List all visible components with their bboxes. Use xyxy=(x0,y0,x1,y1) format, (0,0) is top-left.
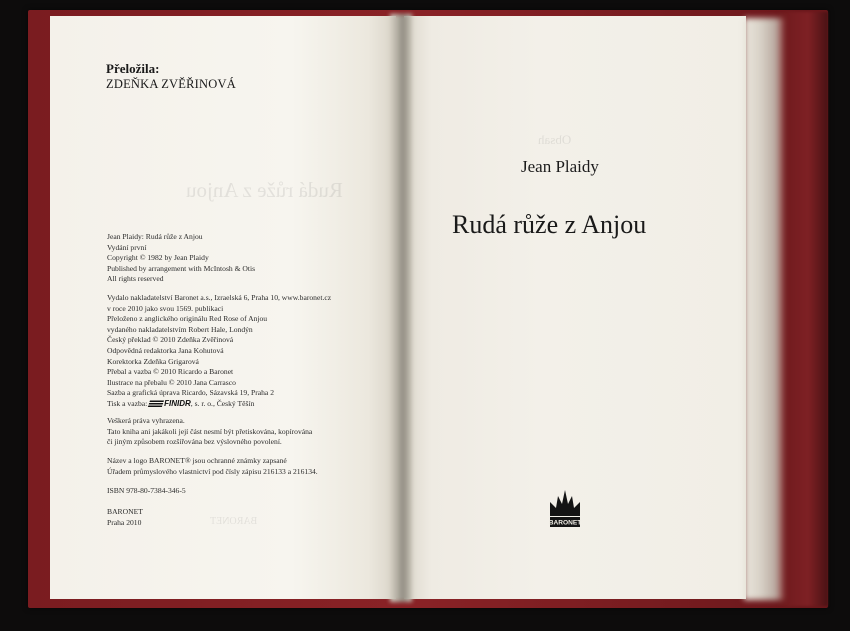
imprint-line: Přebal a vazba © 2010 Ricardo a Baronet xyxy=(107,367,234,377)
book-gutter xyxy=(390,14,412,602)
finidr-logo xyxy=(149,399,191,410)
imprint-line: Český překlad © 2010 Zdeňka Zvěřinová xyxy=(107,335,234,345)
imprint-line: Korektorka Zdeňka Grigarová xyxy=(107,356,199,366)
cover-edge xyxy=(778,12,828,606)
imprint-line: Ilustrace na přebalu © 2010 Jana Carrasco xyxy=(107,377,236,387)
imprint-line: Vydalo nakladatelství Baronet a.s., Izraelská 6, Praha 10, www.baronet.cz xyxy=(107,293,332,302)
printer-suffix: , s. r. o., Český Těšín xyxy=(190,398,255,408)
imprint-line: Copyright © 1982 by Jean Plaidy xyxy=(107,253,209,263)
imprint-line: v roce 2010 jako svou 1569. publikaci xyxy=(107,303,224,313)
imprint-line: Přeloženo z anglického originálu Red Rose of Anjou xyxy=(107,314,268,324)
imprint-line: Vydání první xyxy=(107,242,147,252)
baronet-logo-text: BARONET xyxy=(548,519,582,527)
translator-name: ZDEŇKA ZVĚŘINOVÁ xyxy=(106,77,236,91)
author-name: Jean Plaidy xyxy=(521,157,599,176)
imprint-block-publication xyxy=(107,293,331,410)
imprint-line: vydaného nakladatelstvím Robert Hale, Londýn xyxy=(107,324,253,334)
imprint-line: Odpovědná redaktorka Jana Kohutová xyxy=(107,345,224,355)
imprint-block-rights xyxy=(107,416,312,448)
show-through-contents: Obsah xyxy=(538,132,572,147)
page-edges xyxy=(744,18,784,600)
imprint-block-isbn xyxy=(107,486,186,497)
imprint-line: Veškerá práva vyhrazena. xyxy=(107,416,185,425)
show-through-title: Rudá růže z Anjou xyxy=(186,178,343,202)
printer-line xyxy=(107,399,331,410)
imprint-line: Published by arrangement with McIntosh & Otis xyxy=(107,263,256,273)
imprint-line: Úřadem průmyslového vlastnictví pod čísly zápisu 216133 a 216134. xyxy=(107,466,318,476)
printer-prefix: Tisk a vazba: xyxy=(107,398,148,408)
baronet-crown-logo xyxy=(548,486,582,528)
finidr-mark-icon xyxy=(148,400,164,407)
book-title: Rudá růže z Anjou xyxy=(452,210,647,239)
show-through-publisher: BARONET xyxy=(210,516,258,527)
imprint-block-trademark xyxy=(107,456,318,477)
imprint-line: Název a logo BARONET® jsou ochranné známky zapsané xyxy=(107,456,287,465)
isbn: ISBN 978-80-7384-346-5 xyxy=(107,486,186,495)
imprint-line: BARONET xyxy=(107,507,143,516)
imprint-line: či jiným způsobem rozšiřována bez výslovného povolení. xyxy=(107,437,282,447)
imprint-block-copyright xyxy=(107,232,255,285)
crown-icon xyxy=(550,490,580,516)
imprint-line: All rights reserved xyxy=(107,274,164,284)
imprint-line: Jean Plaidy: Rudá růže z Anjou xyxy=(107,232,203,241)
imprint-line: Sazba a grafická úprava Ricardo, Sázavská 19, Praha 2 xyxy=(107,388,274,398)
imprint-line: Praha 2010 xyxy=(107,517,142,527)
translator-label: Přeložila: xyxy=(106,61,160,76)
imprint-block-publisher xyxy=(107,507,143,528)
imprint-line: Tato kniha ani jakákoli její část nesmí být přetiskována, kopírována xyxy=(107,426,313,436)
finidr-logo-text: FINIDR xyxy=(164,398,191,408)
